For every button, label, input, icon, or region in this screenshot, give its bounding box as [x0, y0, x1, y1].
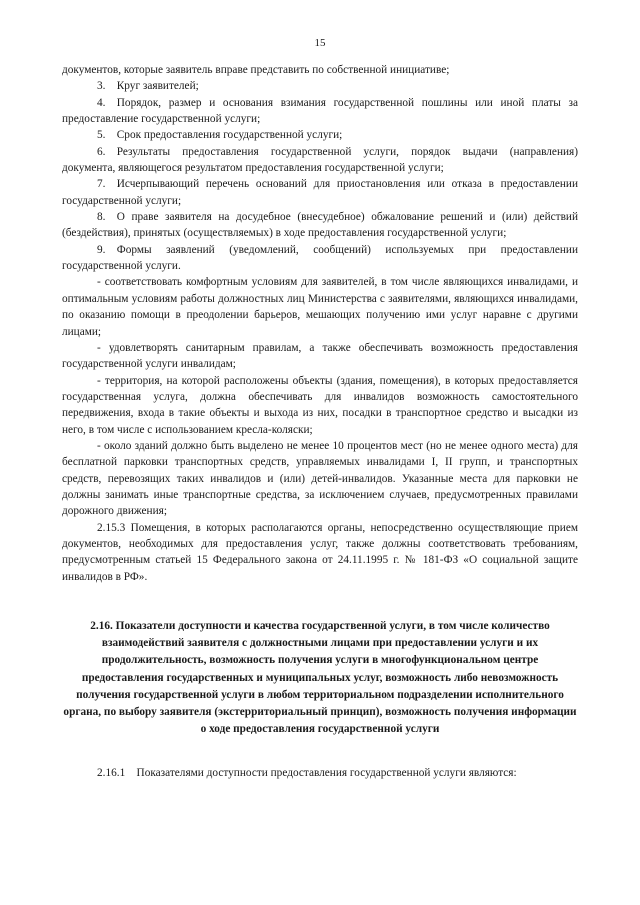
paragraph: 5. Срок предоставления государственной услуги;	[97, 129, 343, 142]
paragraph: - удовлетворять санитарным правилам, а также обеспечивать возможность предоставления государственной услуги инвалидам;	[62, 341, 578, 371]
paragraph: - около зданий должно быть выделено не менее 10 процентов мест (но не менее одного места) для бесплатной парковки транспортных средств, управляемых инвалидами I, II групп, и транспортных средств, перевозящих таких инвалидов и (или) детей-инвалидов. Указанные места для парковки не должны занимать иные транспортные средства, за исключением случаев, предусмотренных правилами дорожного движения;	[62, 439, 578, 518]
document-body	[62, 62, 578, 782]
paragraph: 9. Формы заявлений (уведомлений, сообщений) используемых при предоставлении государственной услуги.	[62, 243, 578, 273]
paragraph: 2.16.1 Показателями доступности предоставления государственной услуги являются:	[97, 767, 517, 780]
paragraph: 7. Исчерпывающий перечень оснований для приостановления или отказа в предоставлении государственной услуги;	[62, 178, 578, 207]
paragraph: 8. О праве заявителя на досудебное (внесудебное) обжалование решений и (или) действий (бездействия), принятых (осуществляемых) в ходе предоставления государственной услуги;	[62, 211, 578, 240]
paragraph: 2.15.3 Помещения, в которых располагаются органы, непосредственно осуществляющие прием документов, необходимых для предоставления услуг, также должны соответствовать требованиям, предусмотренным статьей 15 Федерального закона от 24.11.1995 г. № 181-ФЗ «О социальной защите инвалидов в РФ».	[62, 521, 578, 583]
paragraph-list	[62, 62, 578, 585]
paragraph: 6. Результаты предоставления государственной услуги, порядок выдачи (направления) документа, являющегося результатом предоставления государственной услуги;	[62, 145, 578, 175]
paragraph: документов, которые заявитель вправе представить по собственной инициативе;	[62, 64, 450, 76]
paragraph: 4. Порядок, размер и основания взимания государственной пошлины или иной платы за предоставление государственной услуги;	[62, 96, 578, 126]
section-heading: 2.16. Показатели доступности и качества государственной услуги, в том числе количество взаимодействий заявителя с должностными лицами при предоставлении услуги и их продолжительность, возможность получения услуги в многофункциональном центре предоставления государственных и муниципальных услуг, возможность либо невозможность получения государственной услуги в любом территориальном подразделении исполнительного органа, по выбору заявителя (экстерриториальный принцип), возможность получения информации о ходе предоставления государственной услуги	[63, 620, 577, 736]
paragraph: - территория, на которой расположены объекты (здания, помещения), в которых предоставляется государственная услуга, должна обеспечивать для инвалидов возможность самостоятельного передвижения, входа в такие объекты и выхода из них, посадки в транспортное средство и высадки из него, в том числе с использованием кресла-коляски;	[62, 374, 578, 436]
paragraph: 3. Круг заявителей;	[97, 80, 199, 93]
paragraph: - соответствовать комфортным условиям для заявителей, в том числе являющихся инвалидами, и оптимальным условиям работы должностных лиц Министерства с заявителями, являющихся инвалидами, по оказанию помощи в преодолении барьеров, мешающих получению ими услуг наравне с другими лицами;	[62, 276, 578, 338]
page-number: 15	[314, 37, 326, 49]
